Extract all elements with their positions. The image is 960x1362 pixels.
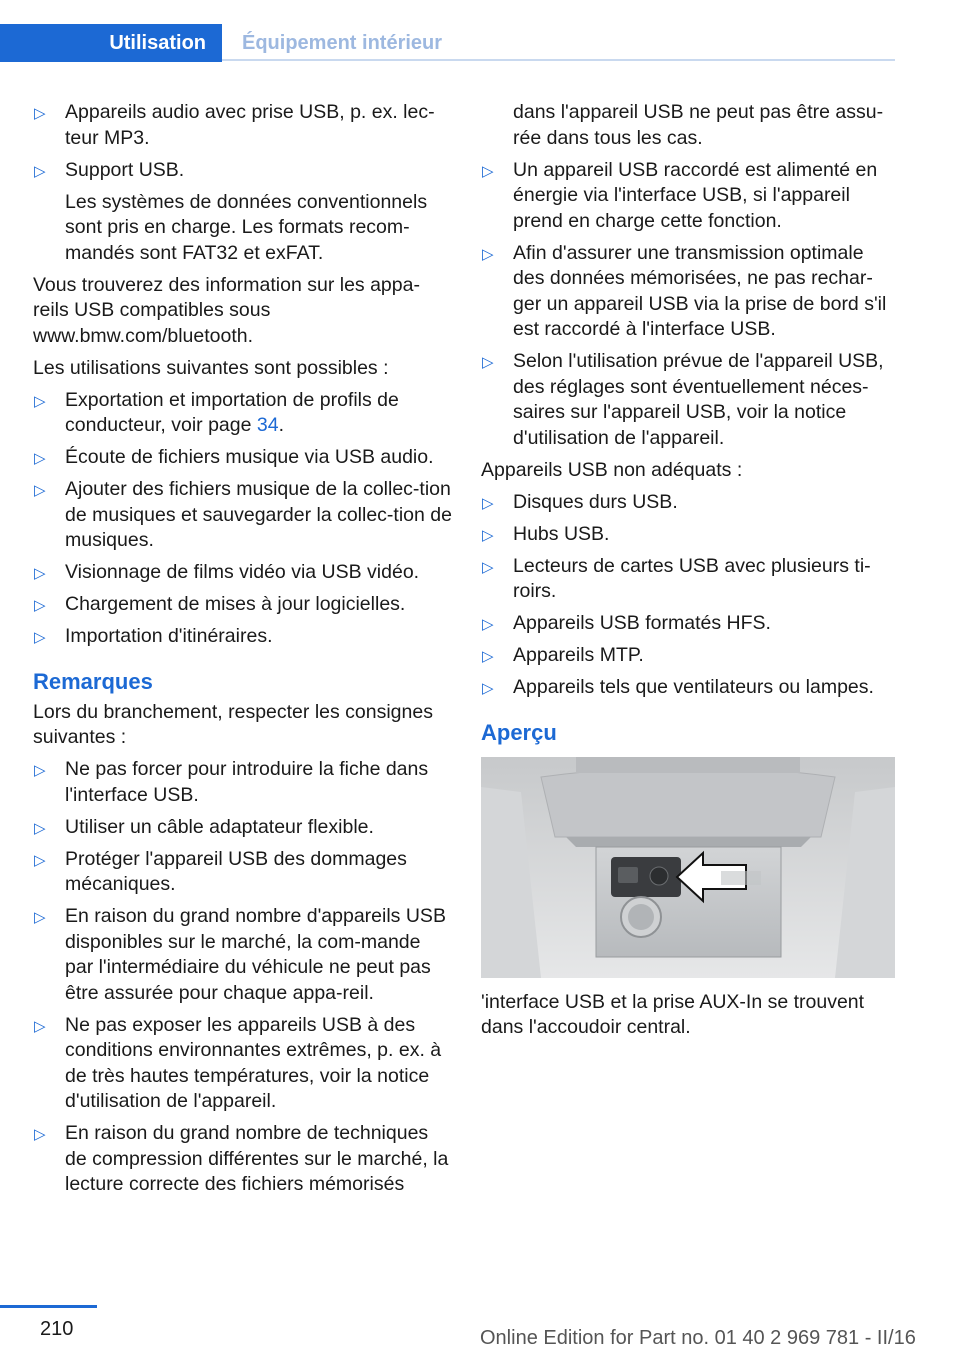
page-number: 210 [40, 1318, 74, 1340]
bullet-triangle-icon: ▷ [34, 482, 46, 499]
bullet-list [33, 757, 453, 1198]
chapter-tab[interactable]: Équipement intérieur [242, 32, 443, 54]
bullet-triangle-icon: ▷ [482, 526, 494, 544]
bullet-triangle-icon: ▷ [34, 1126, 46, 1143]
paragraph: Vous trouverez des information sur les appa-reils USB compatibles sous www.bmw.com/bluetooth. [33, 273, 420, 347]
footer-divider [0, 1305, 97, 1308]
paragraph: Lors du branchement, respecter les consignes suivantes : [33, 700, 433, 748]
bullet-list [33, 100, 453, 266]
edition-text: Online Edition for Part no. 01 40 2 969 781 - II/16 [480, 1327, 916, 1349]
list-item: ▷ Exportation et importation de profils de conducteur, voir page 34. [34, 388, 399, 436]
list-item: ▷ Utiliser un câble adaptateur flexible. [33, 815, 453, 841]
bullet-triangle-icon: ▷ [34, 851, 46, 869]
list-item: ▷ Chargement de mises à jour logicielles. [33, 592, 453, 618]
list-item: ▷ Un appareil USB raccordé est alimenté en énergie via l'interface USB, si l'appareil prend en charge cette fonction. [482, 158, 878, 232]
list-item: ▷ Ne pas exposer les appareils USB à des conditions environnantes extrêmes, p. ex. à de très hautes températures, voir la notice d'utilisation de l'appareil. [34, 1013, 442, 1112]
header-divider [222, 59, 895, 61]
list-item: ▷ Support USB. Les systèmes de données conventionnels sont pris en charge. Les formats recom-mandés sont FAT32 et exFAT. [33, 158, 453, 267]
bullet-triangle-icon: ▷ [34, 819, 46, 837]
list-item: ▷ Disques durs USB. [481, 490, 899, 516]
list-item: ▷ En raison du grand nombre de techniques de compression différentes sur le marché, la lecture correcte des fichiers mémorisés [34, 1122, 449, 1195]
figure-caption: 'interface USB et la prise AUX-In se trouvent dans l'accoudoir central. [481, 990, 865, 1038]
armrest-illustration [481, 757, 895, 978]
list-item: ▷ Écoute de fichiers musique via USB audio. [33, 445, 453, 471]
list-item: ▷ Appareils audio avec prise USB, p. ex. lec-teur MP3. [34, 101, 435, 149]
usb-interface-photo [481, 757, 895, 978]
right-column [481, 100, 899, 1041]
bullet-triangle-icon: ▷ [482, 680, 494, 697]
bullet-triangle-icon: ▷ [482, 245, 494, 263]
page-reference-link[interactable]: 34 [256, 414, 279, 436]
list-item: ▷ Visionnage de films vidéo via USB vidéo. [33, 560, 453, 586]
bullet-triangle-icon: ▷ [34, 1017, 46, 1035]
bullet-triangle-icon: ▷ [34, 762, 46, 779]
bullet-triangle-icon: ▷ [34, 450, 46, 467]
paragraph: Les utilisations suivantes sont possibles : [33, 356, 389, 379]
left-column [33, 100, 453, 1204]
bullet-triangle-icon: ▷ [34, 105, 46, 122]
bullet-triangle-icon: ▷ [482, 558, 494, 576]
list-item: ▷ Ne pas forcer pour introduire la fiche dans l'interface USB. [34, 758, 429, 806]
bullet-triangle-icon: ▷ [34, 565, 46, 582]
bullet-triangle-icon: ▷ [482, 648, 494, 665]
list-item: ▷ Hubs USB. [481, 522, 899, 548]
list-item: ▷ Afin d'assurer une transmission optimale des données mémorisées, ne pas rechar-ger un appareil USB via la prise de bord s'il est raccordé à l'interface USB. [482, 241, 887, 340]
paragraph: Appareils USB non adéquats : [481, 458, 743, 481]
list-item: ▷ Appareils tels que ventilateurs ou lampes. [481, 675, 899, 701]
bullet-list [481, 158, 899, 452]
page-header [0, 24, 895, 62]
continued-list-text: dans l'appareil USB ne peut pas être assu-rée dans tous les cas. [513, 101, 884, 149]
list-item: ▷ Lecteurs de cartes USB avec plusieurs ti-roirs. [482, 554, 871, 602]
bullet-triangle-icon: ▷ [482, 354, 494, 371]
list-item: ▷ Importation d'itinéraires. [33, 624, 453, 650]
section-tab[interactable]: Utilisation [0, 24, 222, 62]
list-item: ▷ En raison du grand nombre d'appareils USB disponibles sur le marché, la com-mande par l'intermédiaire du véhicule ne peut pas être assurée pour chaque appa-reil. [34, 905, 446, 1004]
bullet-triangle-icon: ▷ [482, 162, 494, 180]
bullet-triangle-icon: ▷ [34, 392, 46, 410]
bullet-triangle-icon: ▷ [34, 597, 46, 614]
bullet-triangle-icon: ▷ [34, 909, 46, 926]
bullet-triangle-icon: ▷ [34, 162, 46, 180]
list-item: ▷ Selon l'utilisation prévue de l'appareil USB, des réglages sont éventuellement néces-saires sur l'appareil USB, voir la notice d'utilisation de l'appareil. [482, 350, 884, 449]
bullet-triangle-icon: ▷ [482, 616, 494, 633]
list-item: ▷ Ajouter des fichiers musique de la collec-tion de musiques et sauvegarder la collec-tion de musiques. [34, 478, 452, 551]
list-item-detail: Les systèmes de données conventionnels sont pris en charge. Les formats recom-mandés sont FAT32 et exFAT. [65, 190, 428, 264]
bullet-list [481, 490, 899, 701]
section-heading: Aperçu [481, 719, 557, 745]
list-item: ▷ Appareils USB formatés HFS. [481, 611, 899, 637]
bullet-list [33, 388, 453, 650]
list-item: ▷ Protéger l'appareil USB des dommages mécaniques. [34, 847, 407, 895]
list-item: ▷ Appareils MTP. [481, 643, 899, 669]
section-heading: Remarques [33, 668, 153, 694]
bullet-triangle-icon: ▷ [482, 494, 494, 512]
bullet-triangle-icon: ▷ [34, 629, 46, 646]
